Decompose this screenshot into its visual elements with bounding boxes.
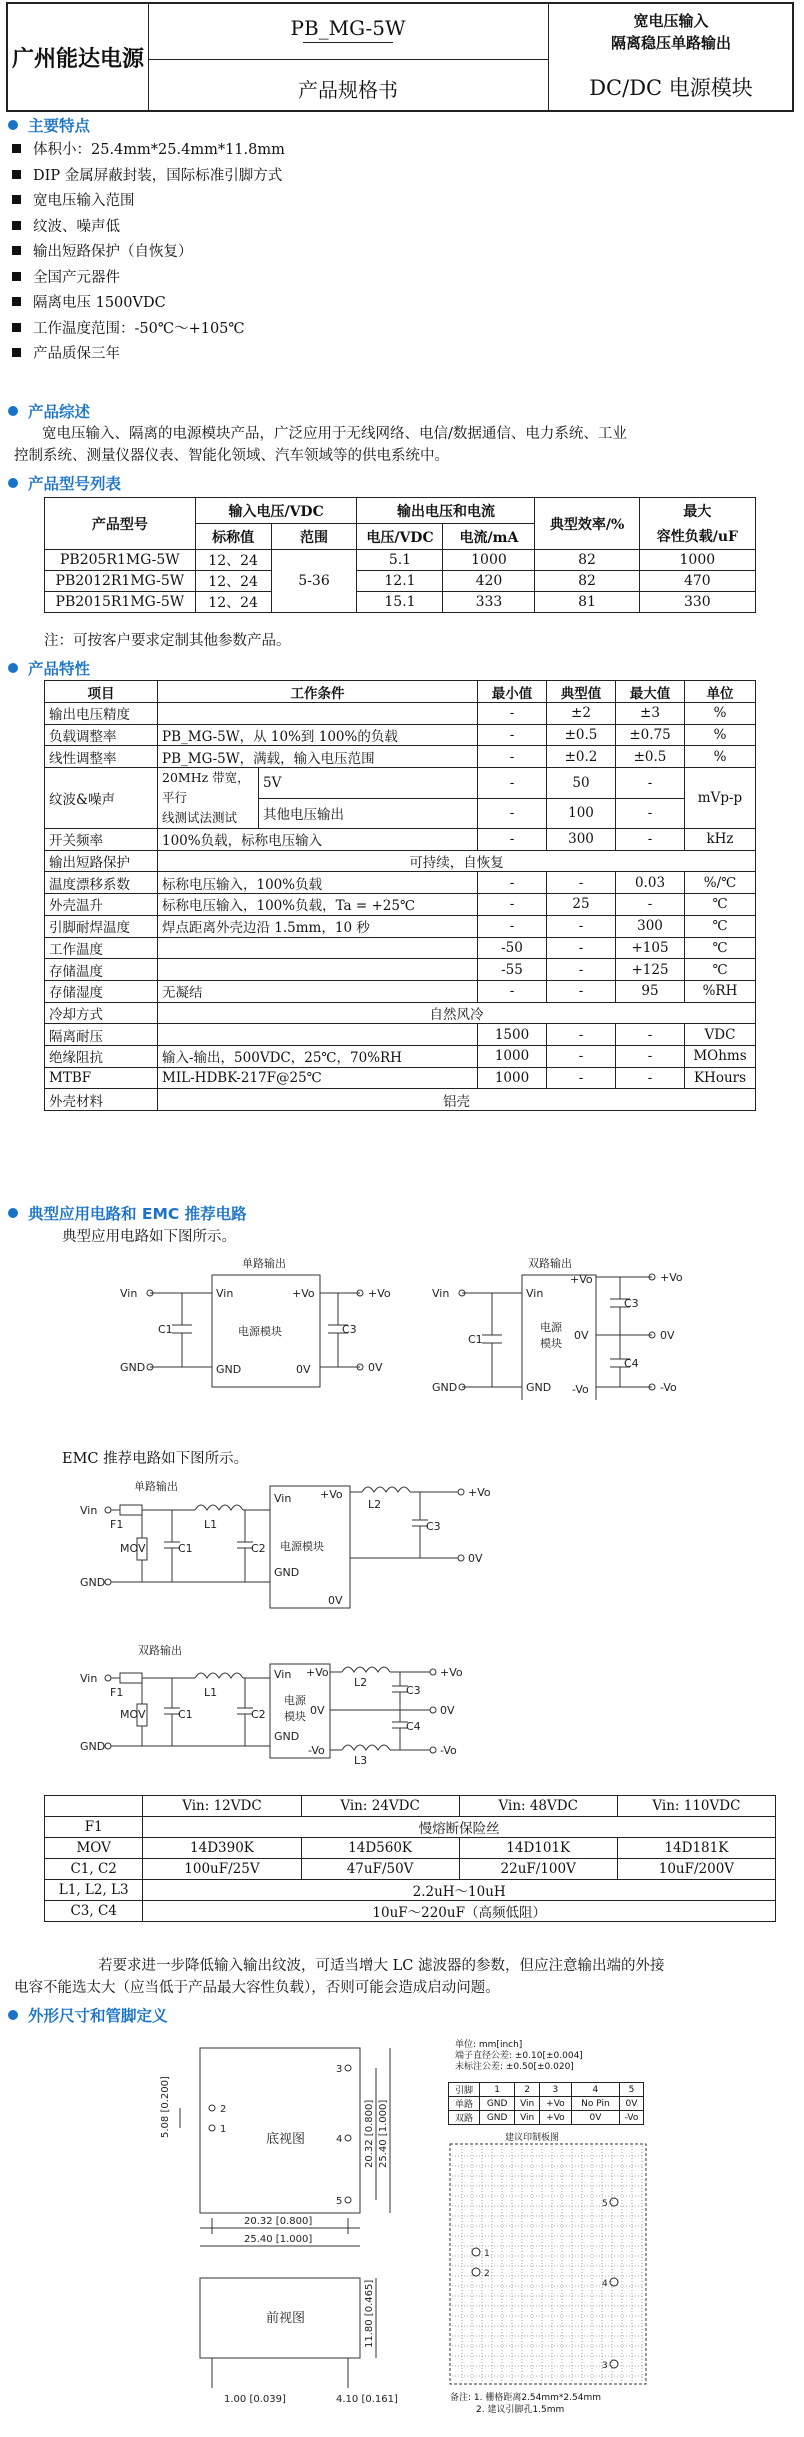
feature-item: 输出短路保护（自恢复） [12,240,193,261]
document-header [6,2,794,112]
ripple-note-1: 若要求进一步降低输入输出纹波，可适当增大 LC 滤波器的参数，但应注意输出端的外接 [98,1958,665,1974]
col-iout: 电流/mA [443,524,535,550]
app-intro: 典型应用电路如下图所示。 [62,1229,236,1245]
feature-item: DIP 金属屏蔽封装，国际标准引脚方式 [12,164,282,185]
model-name: PB_MG-5W [290,16,406,40]
svg-text:+Vo: +Vo [292,1287,315,1300]
svg-text:0V: 0V [660,1329,675,1342]
overview-title: 产品综述 [8,400,90,422]
table-row: 隔离耐压 1500 - - VDC [45,1024,756,1046]
svg-text:0V: 0V [310,1704,325,1717]
svg-text:1: 1 [484,2249,490,2259]
svg-text:F1: F1 [110,1686,124,1699]
category: DC/DC 电源模块 [589,76,753,100]
table-row: 工作温度 -50 - +105 ℃ [45,937,756,959]
svg-text:C2: C2 [251,1542,266,1555]
svg-text:5: 5 [336,2196,343,2207]
pcb-layout [448,2142,648,2387]
emc-circuit-diagram [80,1478,740,1778]
feature-item: 工作温度范围：-50℃～+105℃ [12,317,245,338]
svg-text:GND: GND [274,1566,300,1579]
svg-text:4.10 [0.161]: 4.10 [0.161] [336,2394,398,2405]
square-bullet-icon [12,195,21,204]
models-title: 产品型号列表 [8,472,121,494]
svg-text:+Vo: +Vo [368,1287,391,1300]
svg-text:L1: L1 [204,1518,218,1531]
svg-text:3: 3 [602,2361,608,2371]
col-input: 输入电压/VDC [195,498,357,524]
svg-text:GND: GND [80,1576,106,1589]
app-title: 典型应用电路和 EMC 推荐电路 [8,1202,247,1224]
square-bullet-icon [12,348,21,357]
col-eff: 典型效率/% [535,498,639,550]
svg-text:0V: 0V [440,1704,455,1717]
svg-text:20.32 [0.800]: 20.32 [0.800] [244,2216,313,2227]
svg-text:GND: GND [274,1730,300,1743]
svg-text:C3: C3 [426,1520,441,1533]
svg-text:5.08 [0.200]: 5.08 [0.200] [160,2076,171,2138]
dims-title: 外形尺寸和管脚定义 [8,2004,168,2026]
feature-line-2: 隔离稳压单路输出 [610,34,731,52]
svg-text:Vin: Vin [80,1504,98,1517]
svg-text:3: 3 [336,2064,343,2075]
svg-text:-Vo: -Vo [308,1744,325,1757]
svg-text:0V: 0V [574,1329,589,1342]
svg-text:L2: L2 [354,1676,368,1689]
svg-text:C3: C3 [624,1297,639,1310]
square-bullet-icon [12,246,21,255]
svg-text:-Vo: -Vo [440,1744,457,1757]
square-bullet-icon [12,297,21,306]
svg-text:+Vo: +Vo [306,1666,329,1679]
svg-text:C1: C1 [158,1323,173,1336]
typical-circuit-diagram [120,1255,720,1400]
svg-text:-Vo: -Vo [572,1383,589,1396]
svg-text:L1: L1 [204,1686,218,1699]
svg-text:11.80 [0.465]: 11.80 [0.465] [364,2279,375,2348]
svg-text:0V: 0V [296,1363,311,1376]
svg-text:模块: 模块 [284,1710,306,1723]
bullet-icon [8,120,18,130]
table-row: 输出短路保护 可持续，自恢复 [45,850,756,872]
svg-text:单路输出: 单路输出 [134,1480,178,1493]
table-row: MTBF MIL-HDBK-217F@25℃ 1000 - - KHours [45,1067,756,1089]
svg-text:0V: 0V [328,1594,343,1607]
emc-intro: EMC 推荐电路如下图所示。 [62,1451,249,1467]
svg-text:C4: C4 [624,1357,639,1370]
svg-text:4: 4 [602,2279,608,2289]
pin-table: 引脚 1 2 3 4 5 单路 GND Vin +Vo No Pin 0V 双路 GND Vin +Vo 0V -Vo [448,2082,644,2125]
table-row: 绝缘阻抗 输入-输出，500VDC，25℃，70%RH 1000 - - MOhms [45,1045,756,1067]
table-row: 温度漂移系数 标称电压输入，100%负载 - - 0.03 %/℃ [45,872,756,894]
svg-text:Vin: Vin [526,1287,544,1300]
svg-text:1.00 [0.039]: 1.00 [0.039] [224,2394,286,2405]
feature-item: 隔离电压 1500VDC [12,291,166,312]
svg-text:模块: 模块 [540,1337,562,1350]
svg-text:GND: GND [526,1381,552,1394]
bullet-icon [8,663,18,673]
svg-text:C1: C1 [468,1333,483,1346]
svg-text:Vin: Vin [274,1492,292,1505]
feature-item: 全国产元器件 [12,266,120,287]
svg-text:C3: C3 [406,1684,421,1697]
bullet-icon [8,406,18,416]
table-row: 开关频率 100%负载，标称电压输入 - 300 - kHz [45,829,756,851]
feature-item: 宽电压输入范围 [12,189,135,210]
svg-text:-Vo: -Vo [660,1381,677,1394]
bullet-icon [8,1208,18,1218]
svg-text:Vin: Vin [274,1668,292,1681]
svg-text:+Vo: +Vo [440,1666,463,1679]
doc-type: 产品规格书 [298,78,398,102]
svg-text:+Vo: +Vo [570,1273,593,1286]
svg-text:C1: C1 [178,1708,193,1721]
svg-text:+Vo: +Vo [320,1488,343,1501]
svg-text:L2: L2 [368,1498,382,1511]
dual-output-label: 双路输出 [528,1257,572,1270]
table-row: 冷却方式 自然风冷 [45,1002,756,1024]
svg-text:+Vo: +Vo [468,1486,491,1499]
outline-drawing [140,2028,400,2428]
col-output: 输出电压和电流 [357,498,535,524]
range-value: 5-36 [271,550,357,613]
models-note: 注：可按客户要求定制其他参数产品。 [44,633,291,649]
table-row: 负载调整率 PB_MG-5W，从 10%到 100%的负载 - ±0.5 ±0.75 % [45,724,756,746]
svg-text:1: 1 [220,2124,227,2135]
svg-text:C1: C1 [178,1542,193,1555]
table-row: 其他电压输出 - 100 - [45,798,756,829]
col-cap: 最大 [639,498,755,524]
svg-text:25.40 [1.000]: 25.40 [1.000] [244,2234,313,2245]
svg-text:电源: 电源 [284,1694,306,1707]
features-title: 主要特点 [8,114,90,136]
svg-text:GND: GND [80,1740,106,1753]
ripple-note-2: 电容不能选太大（应当低于产品最大容性负载），否则可能会造成启动问题。 [14,1980,500,1996]
bullet-icon [8,478,18,488]
svg-text:+Vo: +Vo [660,1271,683,1284]
svg-text:电源模块: 电源模块 [280,1540,324,1553]
svg-text:前视图: 前视图 [266,2311,306,2326]
col-model: 产品型号 [45,498,196,550]
feature-item: 体积小：25.4mm*25.4mm*11.8mm [12,138,285,159]
company-name: 广州能达电源 [11,47,144,72]
table-row: PB2015R1MG-5W 12、24 15.1 333 81 330 [45,592,756,613]
col-vout: 电压/VDC [357,524,443,550]
table-row: 引脚耐焊温度 焊点距离外壳边沿 1.5mm，10 秒 - - 300 ℃ [45,915,756,937]
table-row: 纹波&噪声 20MHz 带宽，平行 线测试法测试 5V - 50 - mVp-p [45,768,756,799]
svg-text:C2: C2 [251,1708,266,1721]
svg-text:Vin: Vin [216,1287,234,1300]
svg-text:MOV: MOV [120,1708,146,1721]
table-row: 输出电压精度 - ±2 ±3 % [45,703,756,725]
svg-text:4: 4 [336,2134,343,2145]
feature-line-1: 宽电压输入 [633,12,709,30]
bullet-icon [8,2010,18,2020]
svg-text:GND: GND [120,1361,146,1374]
specs-title: 产品特性 [8,657,90,679]
table-row: 线性调整率 PB_MG-5W，满载，输入电压范围 - ±0.2 ±0.5 % [45,746,756,768]
table-row: 外壳材料 铝壳 [45,1089,756,1111]
overview-line-2: 控制系统、测量仪器仪表、智能化领域、汽车领域等的供电系统中。 [14,448,449,464]
col-nominal: 标称值 [195,524,271,550]
svg-text:电源: 电源 [540,1321,562,1334]
feature-item: 产品质保三年 [12,342,120,363]
square-bullet-icon [12,272,21,281]
svg-text:GND: GND [216,1363,242,1376]
emc-param-table: Vin: 12VDC Vin: 24VDC Vin: 48VDC Vin: 110VDC F1 慢熔断保险丝 MOV 14D390K 14D560K 14D101K 14D181K C1, C2 100uF/25V 47uF/50V 22uF/100V 10uF/200V L1, L2, L3 2.2uH～10uH C3, C4 10uF～220uF（高频低阻） [44,1795,776,1922]
svg-text:C4: C4 [406,1720,421,1733]
table-row: PB2012R1MG-5W 12、24 12.1 420 82 470 [45,571,756,592]
svg-text:GND: GND [432,1381,458,1394]
svg-text:L3: L3 [354,1754,368,1767]
col-cap-2: 容性负载/uF [639,524,755,550]
svg-text:2: 2 [484,2269,490,2279]
svg-text:Vin: Vin [120,1287,138,1300]
single-output-label: 单路输出 [242,1257,286,1270]
square-bullet-icon [12,170,21,179]
svg-text:Vin: Vin [80,1672,98,1685]
svg-text:底视图: 底视图 [266,2132,306,2147]
pcb-notes: 备注: 1. 栅格距离2.54mm*2.54mm 2. 建议引脚孔1.5mm [450,2393,601,2415]
svg-text:MOV: MOV [120,1542,146,1555]
svg-text:0V: 0V [468,1552,483,1565]
table-row: 外壳温升 标称电压输入，100%负载，Ta = +25℃ - 25 - ℃ [45,894,756,916]
col-range: 范围 [271,524,357,550]
feature-item: 纹波、噪声低 [12,215,120,236]
svg-text:F1: F1 [110,1518,124,1531]
square-bullet-icon [12,144,21,153]
dims-notes: 单位: mm[inch] 端子直径公差: ±0.10[±0.004] 未标注公差: ±0.50[±0.020] [455,2040,583,2072]
svg-text:电源模块: 电源模块 [238,1325,282,1338]
model-table [44,497,756,613]
square-bullet-icon [12,323,21,332]
svg-text:2: 2 [220,2104,227,2115]
svg-text:20.32 [0.800]: 20.32 [0.800] [364,2099,375,2168]
svg-text:25.40 [1.000]: 25.40 [1.000] [378,2099,389,2168]
spec-table: 项目 工作条件 最小值 典型值 最大值 单位 输出电压精度 - ±2 ±3 % 负载调整率 PB_MG-5W，从 10%到 100%的负载 - ±0.5 ±0.75 % 线性调整率 PB_MG-5W，满载，输入电压范围 - ±0.2 ±0.5 % 纹波&噪声 20MHz 带宽，平行 线测试法测试 5V - 50 - mVp-p 其他电压输出 - 100 - 开关频率 100%负载，标称电压输入 - 300 - kHz 输出短路保护 可持续，自恢复 温度漂移系数 标称电压输入，100%负载 - - 0.03 %/℃ 外壳温升 标称电压输入，100%负载，Ta = +25℃ - 25 - ℃ 引脚耐焊温度 焊点距离外壳边沿 1.5mm，10 秒 - - 300 ℃ 工作温度 -50 - +105 ℃ 存储温度 -55 - +125 ℃ 存储湿度 无凝结 - - 95 %RH 冷却方式 自然风冷 隔离耐压 1500 - - VDC 绝缘阻抗 输入-输出，500VDC，25℃，70%RH 1000 - - MOhms MTBF MIL-HDBK-217F@25℃ 1000 - - KHours 外壳材料 铝壳 [44,680,756,1111]
svg-text:0V: 0V [368,1361,383,1374]
svg-text:Vin: Vin [432,1287,450,1300]
svg-text:5: 5 [602,2199,608,2209]
square-bullet-icon [12,221,21,230]
table-row: 存储温度 -55 - +125 ℃ [45,959,756,981]
table-row: 存储湿度 无凝结 - - 95 %RH [45,980,756,1002]
pcb-title: 建议印制板图 [505,2133,560,2143]
svg-text:双路输出: 双路输出 [138,1644,182,1657]
overview-line-1: 宽电压输入、隔离的电源模块产品，广泛应用于无线网络、电信/数据通信、电力系统、工业 [42,426,627,442]
svg-text:C3: C3 [342,1323,357,1336]
table-row: PB205R1MG-5W 12、24 5-36 5.1 1000 82 1000 [45,550,756,571]
